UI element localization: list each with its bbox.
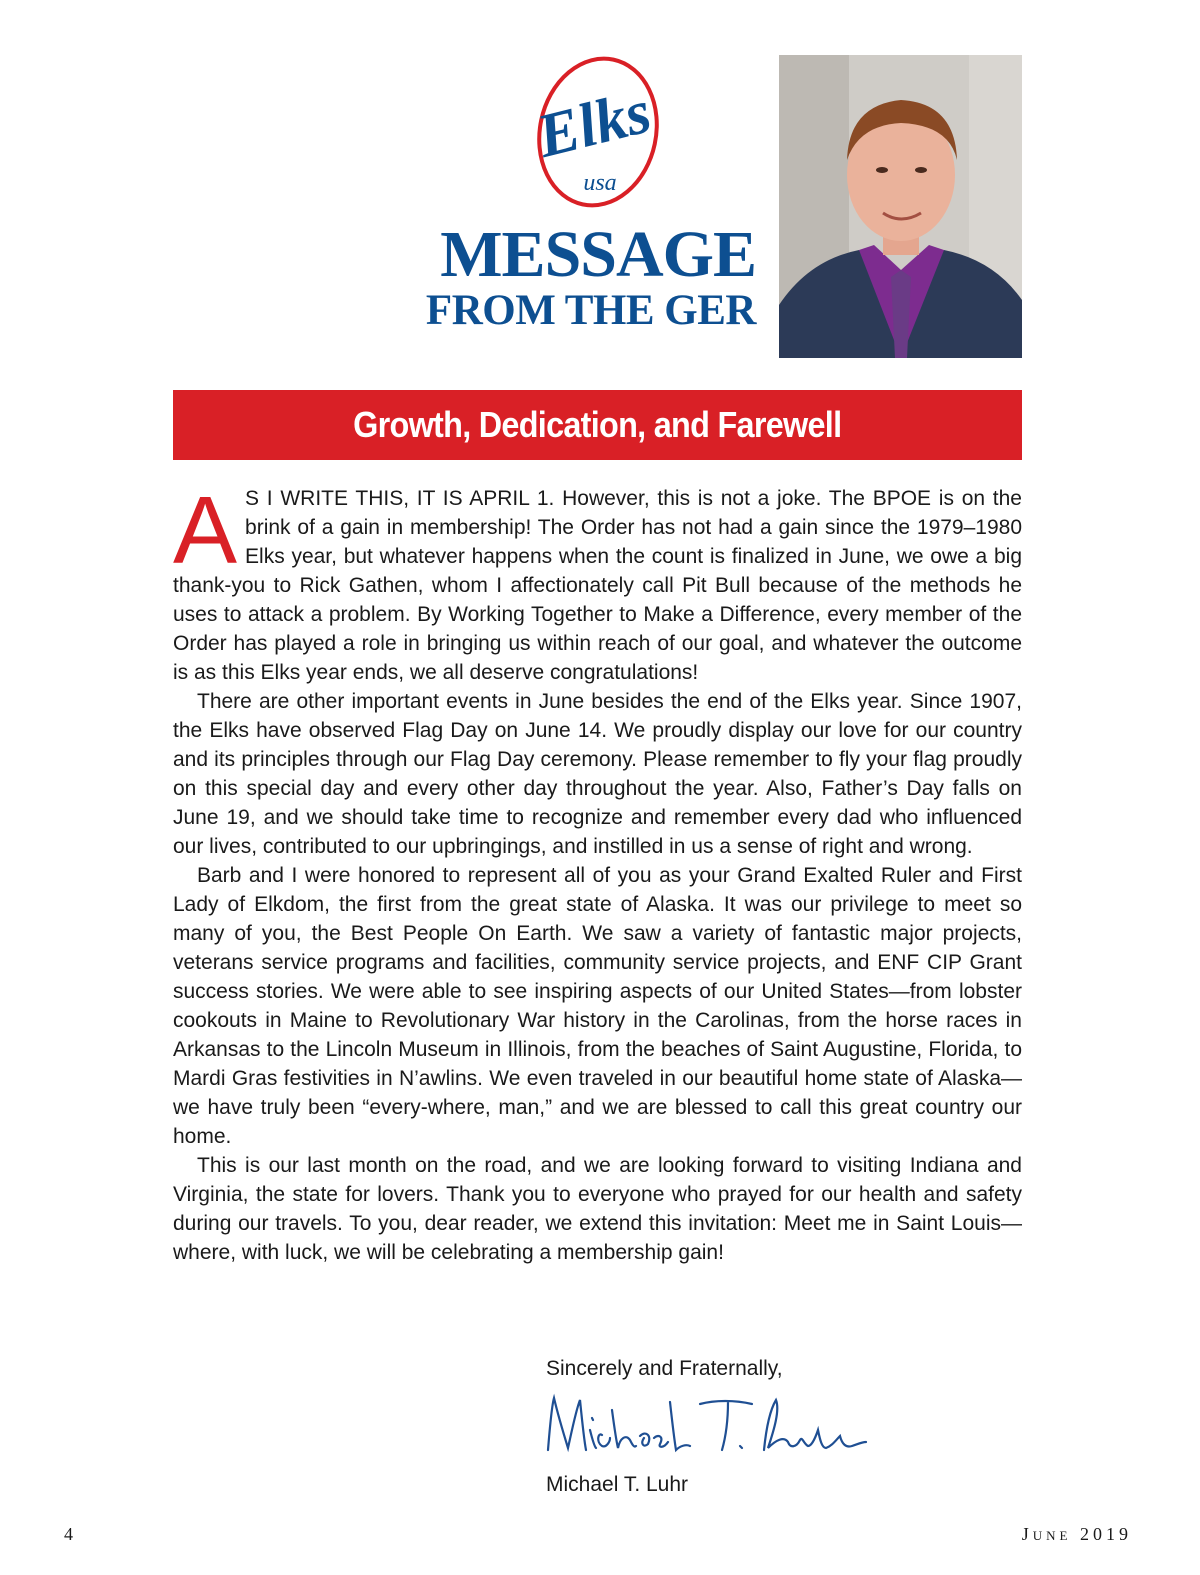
elks-logo-icon bbox=[528, 52, 668, 212]
signer-name: Michael T. Luhr bbox=[546, 1473, 689, 1496]
page-number: 4 bbox=[64, 1524, 73, 1544]
signature-image bbox=[540, 1390, 870, 1462]
drop-cap: A bbox=[173, 477, 238, 584]
article-paragraph: Barb and I were honored to represent all of you as your Grand Exalted Ruler and First Lady of Elkdom, the first from the great state of Alaska. It was our privilege to meet so many of you, the Best People On Earth. We saw a variety of fantastic major projects, veterans service programs and facilities, community service projects, and ENF CIP Grant success stories. We were able to see inspiring aspects of our United States—from lobster cookouts in Maine to Revolutionary War history in the Carolinas, from the horse races in Arkansas to the Lincoln Museum in Illinois, from the beaches of Saint Augustine, Florida, to Mardi Gras festivities in N’awlins. We even traveled in our beautiful home state of Alaska—we have truly been “every-where, man,” and we are blessed to call this great country our home. bbox=[173, 864, 1022, 1148]
article-paragraph: This is our last month on the road, and we are looking forward to visiting Indiana and Virginia, the state for lovers. Thank you to everyone who prayed for our health and safety during our travels. To you, dear reader, we extend this invitation: Meet me in Saint Louis—where, with luck, we will be celebrating a membership gain! bbox=[173, 1154, 1022, 1264]
portrait-image bbox=[779, 55, 1022, 358]
title-line-2: FROM THE GER bbox=[425, 287, 756, 334]
banner-title: Growth, Dedication, and Farewell bbox=[353, 404, 842, 445]
title-line-1: MESSAGE bbox=[440, 218, 756, 291]
article-body bbox=[173, 477, 1022, 1267]
section-banner bbox=[173, 390, 1022, 460]
article-paragraph: There are other important events in June besides the end of the Elks year. Since 1907, the Elks have observed Flag Day on June 14. We proudly display our love for our country and its principles through our Flag Day ceremony. Please remember to fly your flag proudly on this special day and every other day throughout the year. Also, Father’s Day falls on June 19, and we should take time to recognize and remember every dad who influenced our lives, contributed to our upbringings, and instilled in us a sense of right and wrong. bbox=[173, 690, 1022, 858]
paragraph-1-text: S I WRITE THIS, IT IS APRIL 1. However, this is not a joke. The BPOE is on the brink of a gain in membership! The Order has not had a gain since the 1979–1980 Elks year, but whatever happens when the count is finalized in June, we owe a big thank-you to Rick Gathen, whom I affectionately call Pit Bull because of the methods he uses to attack a problem. By Working Together to Make a Difference, every member of the Order has played a role in bringing us within reach of our goal, and whatever the outcome is as this Elks year ends, we all deserve congratulations! bbox=[173, 487, 1022, 684]
logo-usa: usa bbox=[583, 170, 617, 196]
elks-usa-logo bbox=[528, 52, 668, 212]
article-paragraph bbox=[173, 477, 1022, 687]
portrait-photo bbox=[779, 55, 1022, 358]
closing-salutation: Sincerely and Fraternally, bbox=[546, 1357, 783, 1380]
page-title bbox=[360, 218, 756, 334]
issue-date: June 2019 bbox=[1021, 1524, 1132, 1544]
logo-word: Elks bbox=[530, 77, 658, 171]
